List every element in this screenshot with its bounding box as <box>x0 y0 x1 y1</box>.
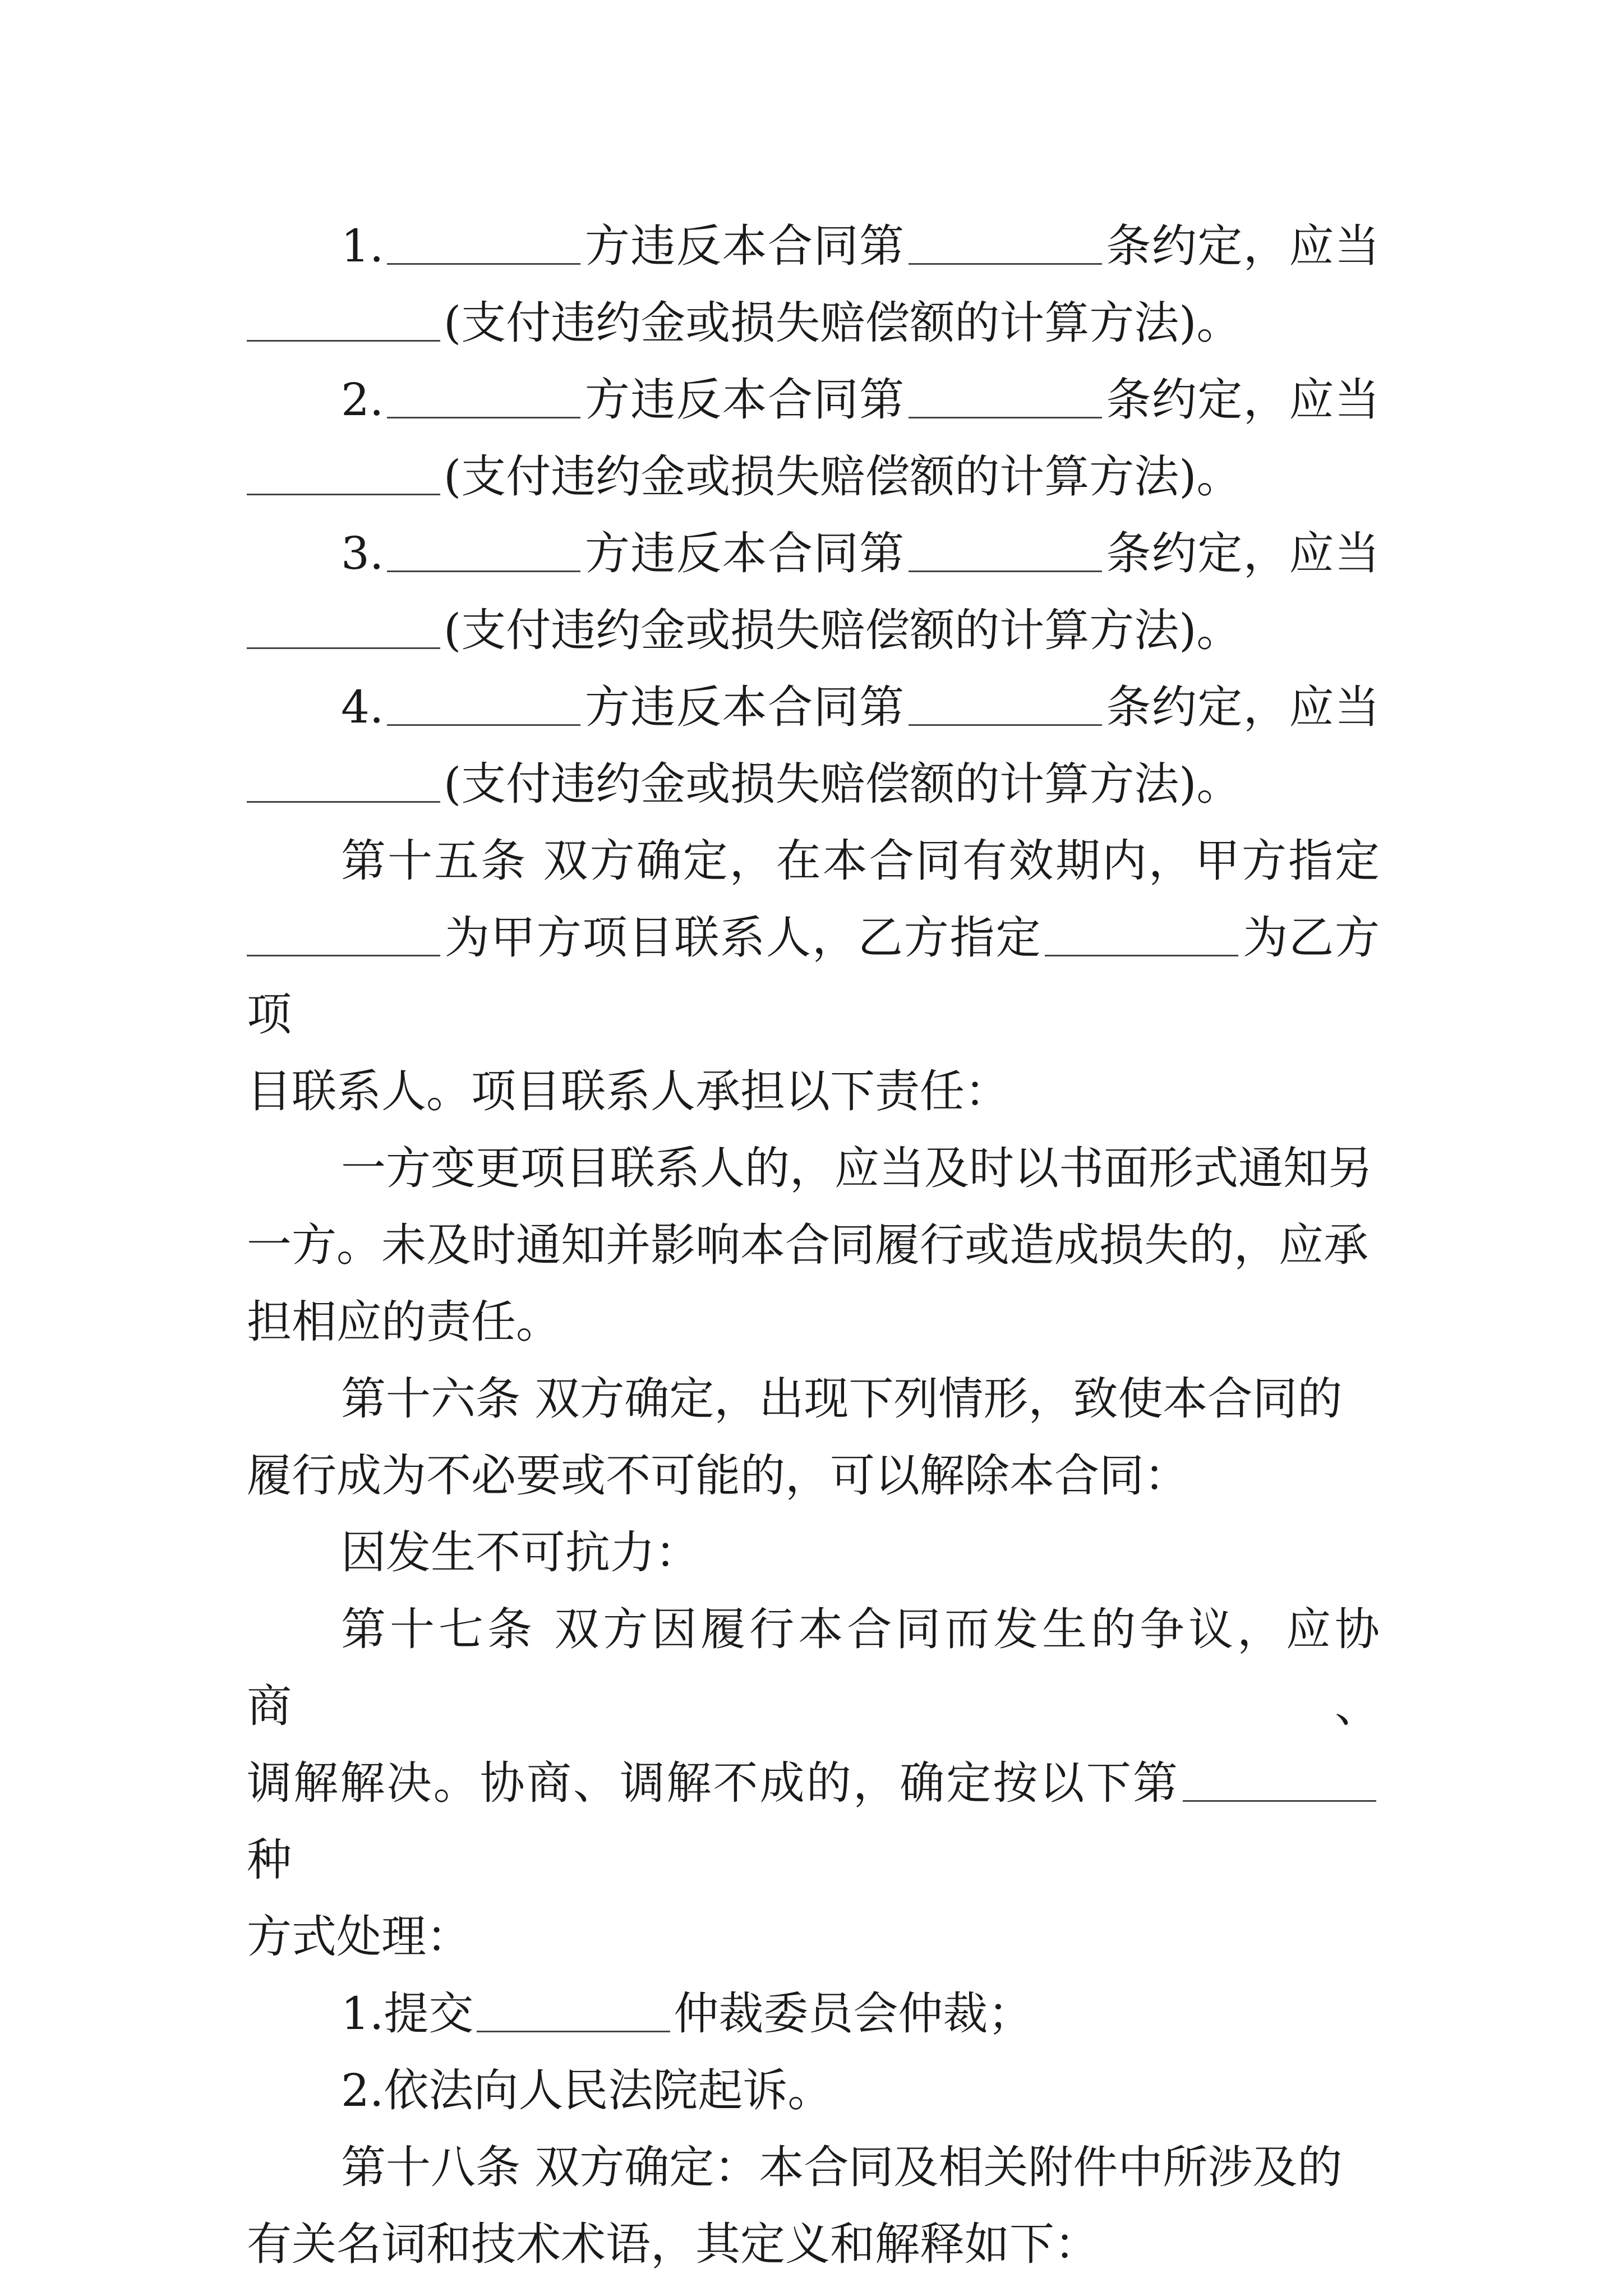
party-suffix: 方违反本合同第 <box>584 527 905 579</box>
clause-blank <box>909 685 1102 726</box>
method-text: (支付违约金或损失赔偿额的计算方法)。 <box>444 450 1242 503</box>
method-blank <box>247 762 440 803</box>
article-18: 第十八条 双方确定：本合同及相关附件中所涉及的有关名词和技术术语，其定义和解释如下： <box>247 2141 1343 2270</box>
arbitration-commission-blank <box>477 1991 670 2032</box>
breach-item-4-line2 <box>247 746 1380 822</box>
option-1-prefix: 1.提交 <box>341 1987 474 2040</box>
party-suffix: 方违反本合同第 <box>584 681 905 733</box>
method-blank <box>247 301 440 342</box>
clause-suffix: 条约定，应当 <box>1105 681 1380 733</box>
item-number: 3. <box>341 527 384 579</box>
item-number: 2. <box>341 374 384 426</box>
article-15-part-b: 为乙方项 <box>247 912 1380 1041</box>
breach-item-2-line2 <box>247 438 1380 515</box>
article-17-line2-prefix: 调解解决。协商、调解不成的，确定按以下第 <box>247 1757 1179 1809</box>
breach-item-3-line2 <box>247 592 1380 669</box>
party-blank <box>387 531 580 572</box>
party-suffix: 方违反本合同第 <box>584 220 905 272</box>
party-blank <box>387 685 580 726</box>
breach-item-3-line1 <box>247 515 1380 592</box>
force-majeure: 因发生不可抗力： <box>341 1526 700 1579</box>
contract-text <box>247 208 1380 2283</box>
article-15-line3: 目联系人。项目联系人承担以下责任： <box>247 1065 1009 1117</box>
party-a-liaison-blank <box>247 915 440 956</box>
clause-suffix: 条约定，应当 <box>1105 527 1380 579</box>
clause-blank <box>909 224 1102 265</box>
method-text: (支付违约金或损失赔偿额的计算方法)。 <box>444 604 1242 656</box>
liaison-change-paragraph: 一方变更项目联系人的，应当及时以书面形式通知另一方。未及时通知并影响本合同履行或造成损失的，应承担相应的责任。 <box>247 1142 1373 1348</box>
article-17-option-1 <box>247 1975 1380 2052</box>
article-17-line1: 第十七条 双方因履行本合同而发生的争议，应协商、 <box>247 1603 1380 1732</box>
article-17-option-2: 2.依法向人民法院起诉。 <box>341 2064 833 2116</box>
breach-item-4-line1 <box>247 669 1380 746</box>
article-16: 第十六条 双方确定，出现下列情形，致使本合同的履行成为不必要或不可能的，可以解除本合同： <box>247 1373 1343 1502</box>
party-blank <box>387 378 580 418</box>
article-15-line1: 第十五条 双方确定，在本合同有效期内，甲方指定 <box>341 835 1380 887</box>
article-17-line2-suffix: 种 <box>247 1834 292 1886</box>
method-blank <box>247 454 440 495</box>
article-15-part-a: 为甲方项目联系人，乙方指定 <box>444 912 1042 964</box>
clause-blank <box>909 378 1102 418</box>
breach-item-2-line1 <box>247 361 1380 438</box>
article-17-line3: 方式处理： <box>247 1911 471 1963</box>
clause-suffix: 条约定，应当 <box>1105 220 1380 272</box>
article-17-line2 <box>247 1745 1380 1898</box>
method-text: (支付违约金或损失赔偿额的计算方法)。 <box>444 297 1242 349</box>
breach-item-1-line2 <box>247 284 1380 361</box>
method-text: (支付违约金或损失赔偿额的计算方法)。 <box>444 758 1242 810</box>
item-number: 1. <box>341 220 384 272</box>
article-15-line2 <box>247 899 1380 1053</box>
method-choice-blank <box>1183 1761 1376 1802</box>
option-1-suffix: 仲裁委员会仲裁； <box>674 1987 1033 2040</box>
method-blank <box>247 608 440 649</box>
clause-suffix: 条约定，应当 <box>1105 374 1380 426</box>
clause-blank <box>909 531 1102 572</box>
breach-item-1-line1 <box>247 208 1380 284</box>
party-suffix: 方违反本合同第 <box>584 374 905 426</box>
party-blank <box>387 224 580 265</box>
item-number: 4. <box>341 681 384 733</box>
party-b-liaison-blank <box>1045 915 1238 956</box>
